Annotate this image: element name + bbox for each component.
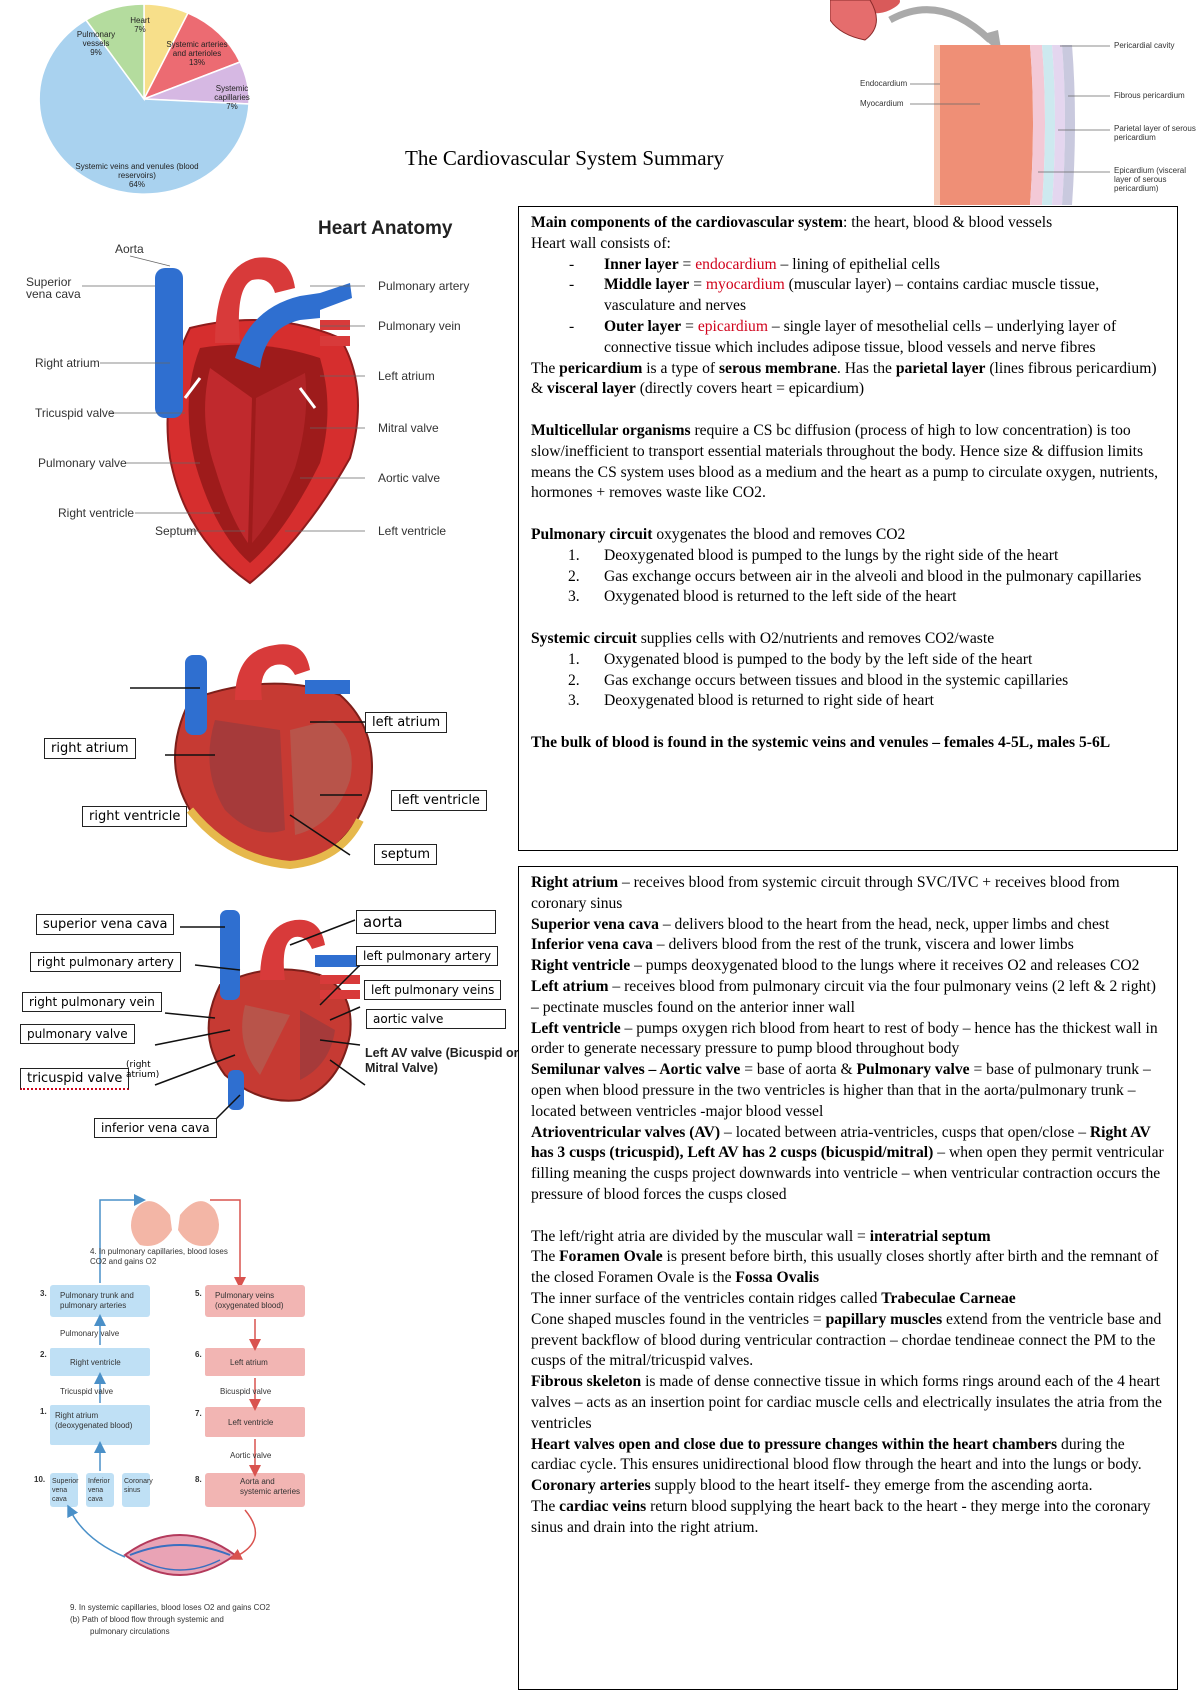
blood-distribution-pie xyxy=(22,4,266,214)
wall-label-myocardium: Myocardium xyxy=(860,99,904,108)
hw-label-septum: septum xyxy=(374,844,437,865)
hw-label-inferior-vena-cava: inferior vena cava xyxy=(94,1118,217,1138)
heart-anatomy-diagram xyxy=(20,242,490,598)
pie-label-pulmonary: Pulmonary vessels 9% xyxy=(76,30,116,57)
pulmonary-circuit-steps xyxy=(531,546,1165,608)
label-left-atrium: Left atrium xyxy=(378,369,435,383)
hw-label-left-ventricle: left ventricle xyxy=(391,790,487,811)
hw-label-aortic-valve: aortic valve xyxy=(366,1009,506,1029)
papillary-muscles-entry: Cone shaped muscles found in the ventricles = papillary muscles extend from the ventricle base and prevent backflow of blood during ventricular contraction – chordae tendineae connect the PM to the cusps of the mitral/tricuspid valves. xyxy=(531,1310,1162,1370)
heart-valves-entry: Heart valves open and close due to pressure changes within the heart chambers during the cardiac cycle. This ensures unidirectional blood flow through the heart and into the lungs or body. xyxy=(531,1435,1142,1474)
trabeculae-entry: The inner surface of the ventricles contain ridges called Trabeculae Carneae xyxy=(531,1289,1016,1307)
flow-note-pulmonary-capillaries: 4. In pulmonary capillaries, blood loses CO2 and gains O2 xyxy=(90,1247,228,1266)
pulmonary-step: 3. Oxygenated blood is returned to the left side of the heart xyxy=(568,588,957,606)
pie-label-heart: Heart 7% xyxy=(130,16,150,34)
hw-label-tricuspid-valve: tricuspid valve xyxy=(20,1068,129,1090)
flow-box-ivc: Inferior vena cava xyxy=(88,1478,110,1503)
label-pulmonary-artery: Pulmonary artery xyxy=(378,279,470,293)
pie-label-veins: Systemic veins and venules (blood reservoirs) 64% xyxy=(75,162,199,189)
hw-label-aorta: aorta xyxy=(356,910,496,934)
flow-num-8: 8. xyxy=(195,1475,202,1484)
summary-box-1 xyxy=(518,206,1178,851)
label-mitral-valve: Mitral valve xyxy=(378,421,439,435)
blood-bulk-statement: The bulk of blood is found in the systemic veins and venules – females 4-5L, males 5-6L xyxy=(531,733,1111,751)
multicellular-paragraph: Multicellular organisms require a CS bc diffusion (process of high to low concentration) is too slow/inefficient to transport essential materials throughout the body. Hence size & diffusion limits means the CS system uses blood as a medium and the heart as a pump to circulate oxygen, nutrients, hormones + removes waste like CO2. xyxy=(531,421,1159,502)
label-right-ventricle: Right ventricle xyxy=(58,506,135,520)
page-title: The Cardiovascular System Summary xyxy=(405,146,725,170)
flow-box-left-atrium: Left atrium xyxy=(230,1358,268,1367)
heart-thumb-shape xyxy=(830,0,876,40)
right-atrium-entry: Right atrium – receives blood from systemic circuit through SVC/IVC + receives blood from coronary sinus xyxy=(531,874,1120,912)
flow-box-left-ventricle: Left ventricle xyxy=(228,1418,274,1427)
wall-label-epicardium: Epicardium (visceral layer of serous pericardium) xyxy=(1114,166,1187,193)
flow-box-aorta: Aorta and systemic arteries xyxy=(240,1477,301,1496)
systemic-circuit-heading: Systemic circuit supplies cells with O2/nutrients and removes CO2/waste xyxy=(531,629,995,647)
flow-num-6: 6. xyxy=(195,1350,202,1359)
systemic-step: 1. Oxygenated blood is pumped to the body by the left side of the heart xyxy=(568,650,1033,668)
flow-valve-aortic: Aortic valve xyxy=(230,1451,272,1460)
label-left-ventricle: Left ventricle xyxy=(378,524,447,538)
left-ventricle-entry: Left ventricle – pumps oxygen rich blood from heart to rest of body – hence has the thickest wall in order to generate necessary pressure to pump blood throughout body xyxy=(531,1019,1158,1058)
label-septum: Septum xyxy=(155,524,197,538)
flow-note-systemic-capillaries: 9. In systemic capillaries, blood loses O2 and gains CO2 xyxy=(70,1603,271,1612)
flow-box-right-ventricle: Right ventricle xyxy=(70,1358,121,1367)
label-superior-vena-cava: Superior vena cava xyxy=(26,275,81,301)
flow-valve-bicuspid: Bicuspid valve xyxy=(220,1387,272,1396)
ivc-entry: Inferior vena cava – delivers blood from the rest of the trunk, viscera and lower limbs xyxy=(531,936,1074,954)
heart-wall-diagram xyxy=(830,0,1200,205)
flow-box-right-atrium: Right atrium (deoxygenated blood) xyxy=(55,1411,133,1430)
label-pulmonary-valve: Pulmonary valve xyxy=(38,456,127,470)
flow-num-7: 7. xyxy=(195,1409,202,1418)
flow-valve-tricuspid: Tricuspid valve xyxy=(60,1387,114,1396)
label-left-av-valve: Left AV valve (Bicuspid or Mitral Valve) xyxy=(365,1046,519,1075)
systemic-step: 3. Deoxygenated blood is returned to right side of heart xyxy=(568,692,934,710)
fibrous-skeleton-entry: Fibrous skeleton is made of dense connective tissue in which forms rings around each of the 4 heart valves – acts as an insertion point for cardiac muscle cells and electrically insulates the atria from the ventricles xyxy=(531,1373,1162,1432)
blood-flow-diagram xyxy=(30,1185,320,1655)
flow-caption-line1: (b) Path of blood flow through systemic and xyxy=(70,1615,224,1624)
flow-num-3: 3. xyxy=(40,1289,47,1298)
flow-valve-pulmonary: Pulmonary valve xyxy=(60,1329,120,1338)
flow-caption-line2: pulmonary circulations xyxy=(90,1627,170,1636)
flow-box-pulmonary-trunk: Pulmonary trunk and pulmonary arteries xyxy=(60,1291,134,1310)
flow-box-pulmonary-veins: Pulmonary veins (oxygenated blood) xyxy=(215,1291,284,1310)
svc-entry: Superior vena cava – delivers blood to the heart from the head, neck, upper limbs and chest xyxy=(531,915,1110,933)
pulmonary-circuit-heading: Pulmonary circuit oxygenates the blood and removes CO2 xyxy=(531,525,906,543)
pulmonary-step: 1. Deoxygenated blood is pumped to the lungs by the right side of the heart xyxy=(568,546,1059,564)
label-aortic-valve: Aortic valve xyxy=(378,471,441,485)
hw-label-right-atrium-note: (right atrium) xyxy=(126,1060,160,1080)
hw-label-left-pulmonary-veins: left pulmonary veins xyxy=(364,980,501,1000)
hw-label-superior-vena-cava: superior vena cava xyxy=(36,914,174,935)
layer-inner: - Inner layer = endocardium – lining of epithelial cells xyxy=(569,255,940,273)
pie-label-capillaries: Systemic capillaries 7% xyxy=(214,84,250,111)
wall-label-parietal: Parietal layer of serous pericardium xyxy=(1114,124,1196,142)
endocardium-layer xyxy=(934,45,940,205)
pie-label-arteries: Systemic arteries and arterioles 13% xyxy=(166,40,228,67)
hw-label-right-pulmonary-vein: right pulmonary vein xyxy=(22,992,162,1012)
label-pulmonary-vein: Pulmonary vein xyxy=(378,319,461,333)
layer-outer: - Outer layer = epicardium – single layer of mesothelial cells – underlying layer of connective tissue which includes adipose tissue, blood vessels and nerve fibres xyxy=(569,317,1117,356)
hw-label-right-pulmonary-artery: right pulmonary artery xyxy=(30,952,181,972)
heart-wall-layers xyxy=(531,255,1165,359)
pulmonary-step: 2. Gas exchange occurs between air in the alveoli and blood in the pulmonary capillaries xyxy=(568,567,1142,585)
foramen-ovale-entry: The Foramen Ovale is present before birth, this usually closes shortly after birth and the remnant of the closed Foramen Ovale is the Fossa Ovalis xyxy=(531,1248,1159,1287)
flow-box-coronary-sinus: Coronary sinus xyxy=(124,1478,153,1494)
hw-label-pulmonary-valve: pulmonary valve xyxy=(20,1024,135,1044)
systemic-circuit-steps xyxy=(531,650,1165,712)
semilunar-valves-entry: Semilunar valves – Aortic valve = base of aorta & Pulmonary valve = base of pulmonary trunk – open when blood pressure in the two ventricles is higher than that in the aorta/pulmonary trunk – located between ventricles -major blood vessel xyxy=(531,1061,1151,1120)
right-ventricle-entry: Right ventricle – pumps deoxygenated blood to the lungs where it receives O2 and releases CO2 xyxy=(531,957,1140,975)
flow-num-2: 2. xyxy=(40,1350,47,1359)
hw-label-right-ventricle: right ventricle xyxy=(82,806,187,827)
main-components-line: Main components of the cardiovascular system: the heart, blood & blood vessels xyxy=(531,214,1053,231)
wall-label-pericardial-cavity: Pericardial cavity xyxy=(1114,41,1175,50)
hw-label-left-pulmonary-artery: left pulmonary artery xyxy=(356,946,498,966)
left-atrium-entry: Left atrium – receives blood from pulmonary circuit via the four pulmonary veins (2 left & 2 right) – pectinate muscles found on the anterior inner wall xyxy=(531,977,1156,1016)
systemic-step: 2. Gas exchange occurs between tissues and blood in the systemic capillaries xyxy=(568,671,1069,689)
hw-label-right-atrium: right atrium xyxy=(44,738,136,759)
cardiac-veins-entry: The cardiac veins return blood supplying the heart back to the heart - they merge into the coronary sinus and drain into the right atrium. xyxy=(531,1497,1151,1536)
av-valves-entry: Atrioventricular valves (AV) – located between atria-ventricles, cusps that open/close – Right AV has 3 cusps (tricuspid), Left AV has 2 cusps (bicuspid/mitral) – when open they permit ventricular filling meaning the cusps project downwards into ventricle – when ventricular contraction occurs the pressure of blood forces the cusps closed xyxy=(531,1123,1164,1203)
hw-label-left-atrium: left atrium xyxy=(365,712,447,733)
zoom-arrow xyxy=(890,10,990,40)
flow-num-10: 10. xyxy=(34,1475,46,1484)
summary-box-2 xyxy=(518,866,1178,1690)
flow-box-svc: Superior vena cava xyxy=(52,1478,79,1503)
pericardium-paragraph: The pericardium is a type of serous membrane. Has the parietal layer (lines fibrous pericardium) & visceral layer (directly covers heart = epicardium) xyxy=(531,359,1157,398)
coronary-arteries-entry: Coronary arteries supply blood to the heart itself- they emerge from the ascending aorta. xyxy=(531,1477,1093,1495)
wall-label-endocardium: Endocardium xyxy=(860,79,908,88)
flow-num-1: 1. xyxy=(40,1407,47,1416)
interatrial-septum-entry: The left/right atria are divided by the muscular wall = interatrial septum xyxy=(531,1227,991,1245)
label-tricuspid-valve: Tricuspid valve xyxy=(35,406,115,420)
layer-middle: - Middle layer = myocardium (muscular layer) – contains cardiac muscle tissue, vasculature and nerves xyxy=(569,276,1100,315)
label-aorta: Aorta xyxy=(115,242,144,256)
flow-num-5: 5. xyxy=(195,1289,202,1298)
heart-wall-intro: Heart wall consists of: xyxy=(531,234,671,252)
myocardium-layer xyxy=(940,45,1033,205)
heart-anatomy-title: Heart Anatomy xyxy=(318,218,453,239)
wall-label-fibrous-pericardium: Fibrous pericardium xyxy=(1114,91,1185,100)
label-right-atrium: Right atrium xyxy=(35,356,100,370)
